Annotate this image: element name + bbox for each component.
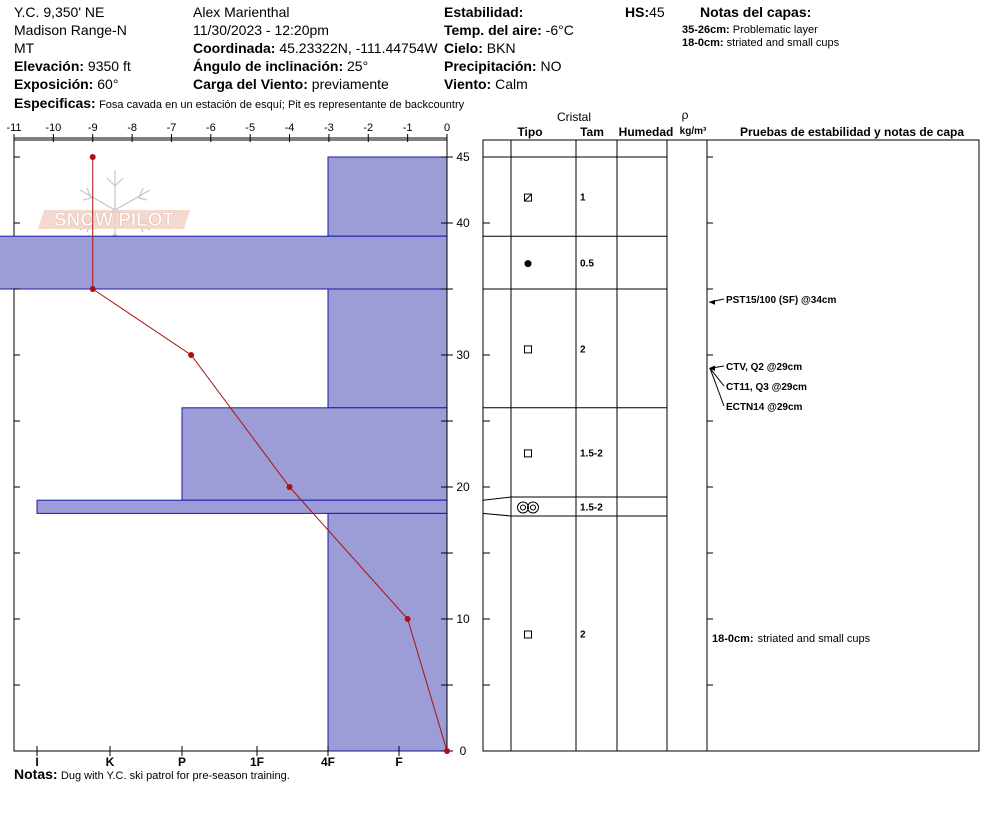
hardness-tick-label: I [35, 755, 39, 769]
crystal-header: Cristal [556, 110, 592, 124]
bottom-layer-note-range: 18-0cm: [712, 633, 754, 645]
specifics-value: Fosa cavada en un estación de esquí; Pit es representante de backcountry [99, 99, 465, 111]
temp-point [90, 286, 96, 292]
temp-tick-label: -2 [363, 122, 374, 134]
layer-notes-title: Notas del capas: [700, 4, 812, 20]
height-tick-label: 45 [456, 150, 470, 164]
aspect-label: Exposición: [14, 76, 94, 92]
crystal-ring-inner [531, 505, 536, 510]
crystal-symbol-square [525, 631, 532, 638]
hardness-tick-label: 4F [320, 755, 336, 769]
notes-value: Dug with Y.C. ski patrol for pre-season training. [60, 770, 290, 782]
temp-tick-label: -10 [45, 122, 62, 134]
location-name: Y.C. 9,350' NE [14, 4, 105, 20]
density-unit-header: kg/m³ [679, 126, 707, 137]
slope-value: 25° [347, 58, 369, 74]
elevation-label: Elevación: [14, 58, 85, 74]
hardness-bar [328, 157, 447, 236]
crystal-size: 1.5-2 [580, 448, 603, 460]
stability-test-label: CTV, Q2 @29cm [726, 362, 803, 373]
temp-tick-label: -8 [127, 122, 137, 134]
watermark-text: SNOW PILOT [53, 210, 175, 231]
sky-value: BKN [486, 40, 516, 56]
hardness-tick-label: F [395, 755, 403, 769]
height-tick-label: 40 [456, 216, 470, 230]
crystal-ring [528, 502, 539, 513]
layer-table-frame [483, 140, 979, 751]
air-temp-label: Temp. del aire: [444, 22, 542, 38]
temp-tick-label: -1 [402, 122, 413, 134]
temperature-axis [6, 122, 450, 142]
moisture-header: Humedad [618, 125, 674, 139]
layer-note-1-text: Problematic layer [732, 24, 818, 36]
coord-label: Coordinada: [193, 40, 276, 56]
crystal-square [525, 346, 532, 353]
height-tick-label: 10 [456, 612, 470, 626]
temp-point [188, 352, 194, 358]
crystal-symbol-dot [525, 260, 532, 267]
crystal-size: 1.5-2 [580, 502, 603, 514]
stability-tests [709, 295, 836, 413]
temp-point [90, 154, 96, 160]
state-name: MT [14, 40, 35, 56]
notes-label: Notas: [14, 766, 58, 782]
layer-note-2-range: 18-0cm: [682, 37, 724, 49]
air-temp-value: -6°C [545, 22, 574, 38]
crystal-size: 0.5 [580, 258, 594, 270]
precip-value: NO [540, 58, 562, 74]
coord-value: 45.23322N, -111.44754W [279, 40, 438, 56]
crystal-dot [525, 260, 532, 267]
layer-boundary-fan [483, 497, 511, 500]
crystal-square [525, 631, 532, 638]
aspect-value: 60° [97, 76, 119, 92]
specifics-label: Especificas: [14, 95, 96, 111]
hardness-tick-label: P [177, 755, 187, 769]
height-tick-label: 30 [456, 348, 470, 362]
sky-label: Cielo: [444, 40, 483, 56]
hs-value: 45 [649, 4, 665, 20]
stability-label: Estabilidad: [444, 4, 524, 20]
temp-tick-label: -9 [87, 122, 98, 134]
crystal-size: 1 [580, 192, 586, 204]
stability-test-label: PST15/100 (SF) @34cm [726, 295, 837, 306]
crystal-size: 2 [580, 629, 586, 641]
temp-tick-label: -7 [166, 122, 177, 134]
hs-label: HS: [625, 4, 650, 20]
hardness-tick-label: K [105, 755, 115, 769]
type-header: Tipo [517, 125, 543, 139]
bottom-layer-note-text: striated and small cups [757, 633, 871, 645]
observer-name: Alex Marienthal [193, 4, 290, 20]
tests-header: Pruebas de estabilidad y notas de capa [739, 125, 965, 139]
hardness-bar [182, 408, 447, 500]
temp-point [405, 616, 411, 622]
crystal-square [525, 450, 532, 457]
crystal-symbol-square [525, 346, 532, 353]
height-tick-label: 20 [456, 480, 470, 494]
crystal-slash [525, 194, 532, 201]
temp-tick-label: -5 [245, 122, 256, 134]
crystal-symbol-square [525, 450, 532, 457]
observation-datetime: 11/30/2023 - 12:20pm [193, 22, 329, 38]
crystal-symbol-square-x [525, 194, 532, 201]
precip-label: Precipitación: [444, 58, 537, 74]
temp-tick-label: -6 [205, 122, 216, 134]
test-arrowhead [709, 300, 715, 305]
slope-label: Ángulo de inclinación: [193, 58, 344, 74]
temp-tick-label: -4 [284, 122, 295, 134]
crystal-ring [518, 502, 529, 513]
temp-point [444, 748, 450, 754]
hardness-bar [0, 236, 447, 289]
layer-boundary-fan [483, 513, 511, 516]
hardness-tick-label: 1F [249, 755, 265, 769]
crystal-size: 2 [580, 344, 586, 356]
stability-test-label: CT11, Q3 @29cm [726, 382, 807, 393]
test-arrow-line [710, 368, 724, 386]
hardness-bar [328, 289, 447, 408]
wind-load-value: previamente [311, 76, 389, 92]
hardness-profile [0, 157, 447, 751]
crystal-ring-inner [521, 505, 526, 510]
temp-tick-label: -3 [324, 122, 334, 134]
temp-tick-label: -11 [6, 122, 22, 134]
bottom-layer-note [712, 633, 871, 645]
layer-note-2-text: striated and small cups [726, 37, 840, 49]
elevation-value: 9350 ft [87, 58, 131, 74]
hardness-bar [37, 500, 447, 513]
layer-note-1-range: 35-26cm: [682, 24, 730, 36]
size-header: Tam [580, 125, 604, 139]
wind-load-label: Carga del Viento: [193, 76, 308, 92]
range-name: Madison Range-N [14, 22, 127, 38]
test-arrow-line [710, 368, 724, 406]
stability-test-label: ECTN14 @29cm [726, 402, 803, 413]
rho-header: ρ [681, 108, 689, 122]
wind-value: Calm [495, 76, 528, 92]
height-tick-label: 0 [459, 744, 467, 758]
temp-point [287, 484, 293, 490]
temp-tick-label: 0 [443, 122, 451, 134]
hardness-bar [328, 513, 447, 751]
crystal-symbol-double-ring [518, 502, 539, 513]
wind-label: Viento: [444, 76, 492, 92]
